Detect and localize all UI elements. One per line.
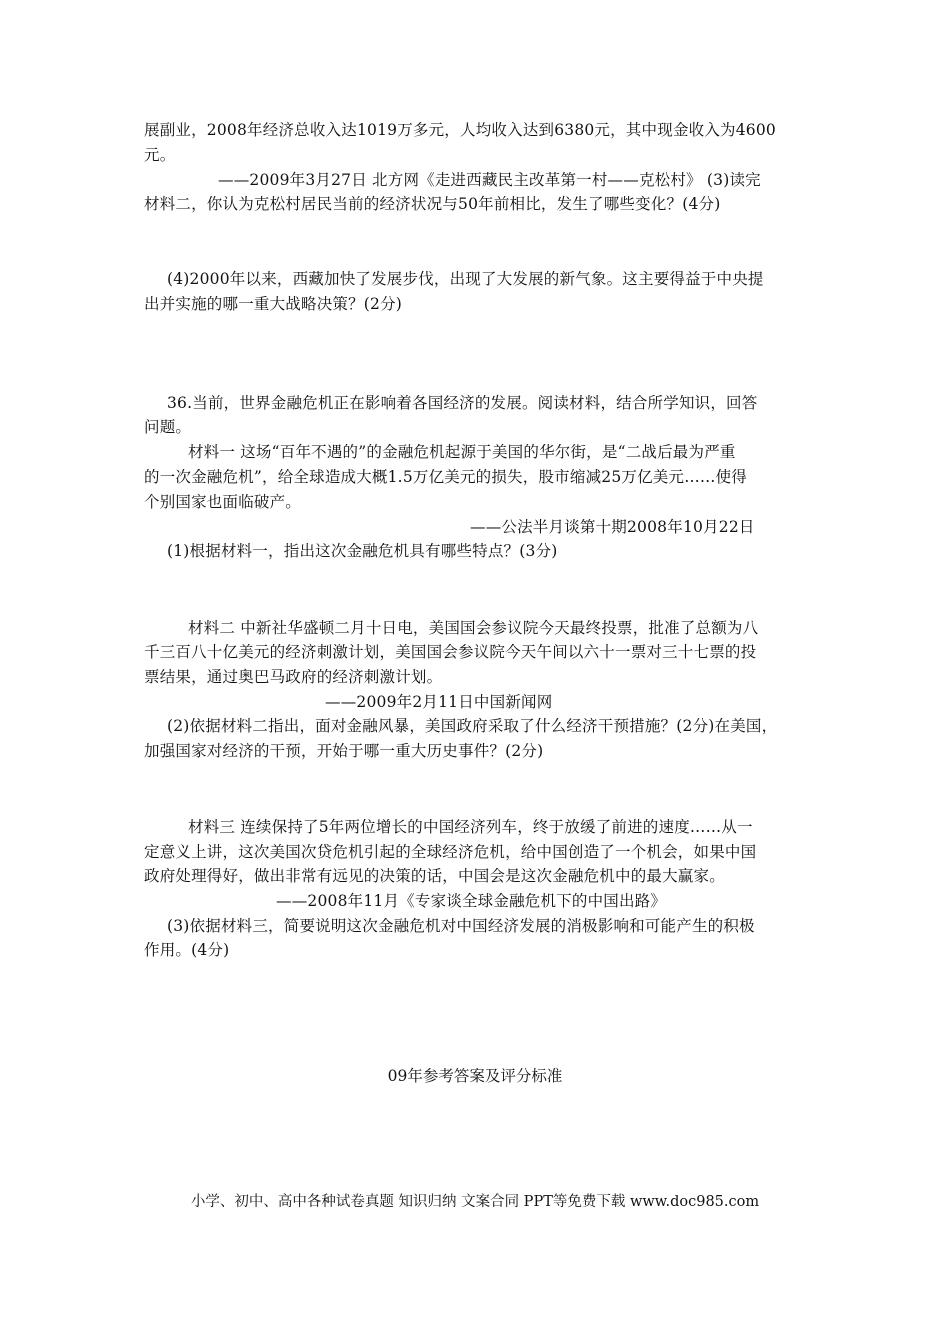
- page-footer: 小学、初中、高中各种试卷真题 知识归纳 文案合同 PPT等免费下载 www.doc985.com: [190, 1194, 760, 1210]
- material-3-cont: 定意义上讲，这次美国次贷危机引起的全球经济危机，给中国创造了一个机会，如果中国: [144, 843, 757, 861]
- material-1-cont: 的一次金融危机”，给全球造成大概1.5万亿美元的损失，股市缩减25万亿美元……使得: [144, 468, 747, 486]
- material-2-cont: 千三百八十亿美元的经济刺激计划，美国国会参议院今天午间以六十一票对三十七票的投: [144, 643, 757, 661]
- material-1-cont: 个别国家也面临破产。: [144, 493, 302, 511]
- question-4-cont: 出并实施的哪一重大战略决策？(2分): [144, 295, 403, 313]
- question-36-intro: 36.当前，世界金融危机正在影响着各国经济的发展。阅读材料，结合所学知识，回答: [167, 394, 758, 412]
- material-1-source: ——公法半月谈第十期2008年10月22日: [470, 518, 755, 536]
- material-3-source: ——2008年11月《专家谈全球金融危机下的中国出路》: [276, 892, 667, 910]
- material-3-cont: 政府处理得好，做出非常有远见的决策的话，中国会是这次金融危机中的最大赢家。: [144, 867, 725, 885]
- material-2-source: ——2009年2月11日中国新闻网: [325, 693, 553, 711]
- material-2-cont: 票结果，通过奥巴马政府的经济刺激计划。: [144, 668, 443, 686]
- question-36-3-cont: 作用。(4分): [144, 941, 230, 959]
- source-citation: ——2009年3月27日 北方网《走进西藏民主改革第一村——克松村》 (3)读完: [218, 171, 761, 189]
- answers-heading: 09年参考答案及评分标准: [387, 1067, 563, 1085]
- paragraph-line: 元。: [144, 146, 176, 164]
- question-36-intro-cont: 问题。: [144, 418, 192, 436]
- question-36-2: (2)依据材料二指出，面对金融风暴，美国政府采取了什么经济干预措施？(2分)在美国，: [167, 717, 778, 735]
- material-1: 材料一 这场“百年不遇的”的金融危机起源于美国的华尔街，是“二战后最为严重: [188, 443, 736, 461]
- question-36-2-cont: 加强国家对经济的干预，开始于哪一重大历史事件？(2分): [144, 742, 544, 760]
- question-text: 材料二，你认为克松村居民当前的经济状况与50年前相比，发生了哪些变化？(4分): [144, 195, 721, 213]
- question-36-1: (1)根据材料一，指出这次金融危机具有哪些特点？(3分): [167, 542, 558, 560]
- material-2: 材料二 中新社华盛顿二月十日电，美国国会参议院今天最终投票，批准了总额为八: [188, 619, 759, 637]
- paragraph-line: 展副业，2008年经济总收入达1019万多元，人均收入达到6380元，其中现金收入为4600: [144, 121, 776, 139]
- question-4: (4)2000年以来，西藏加快了发展步伐，出现了大发展的新气象。这主要得益于中央提: [167, 270, 764, 288]
- material-3: 材料三 连续保持了5年两位增长的中国经济列车，终于放缓了前进的速度……从一: [188, 818, 753, 836]
- question-36-3: (3)依据材料三，简要说明这次金融危机对中国经济发展的消极影响和可能产生的积极: [167, 917, 755, 935]
